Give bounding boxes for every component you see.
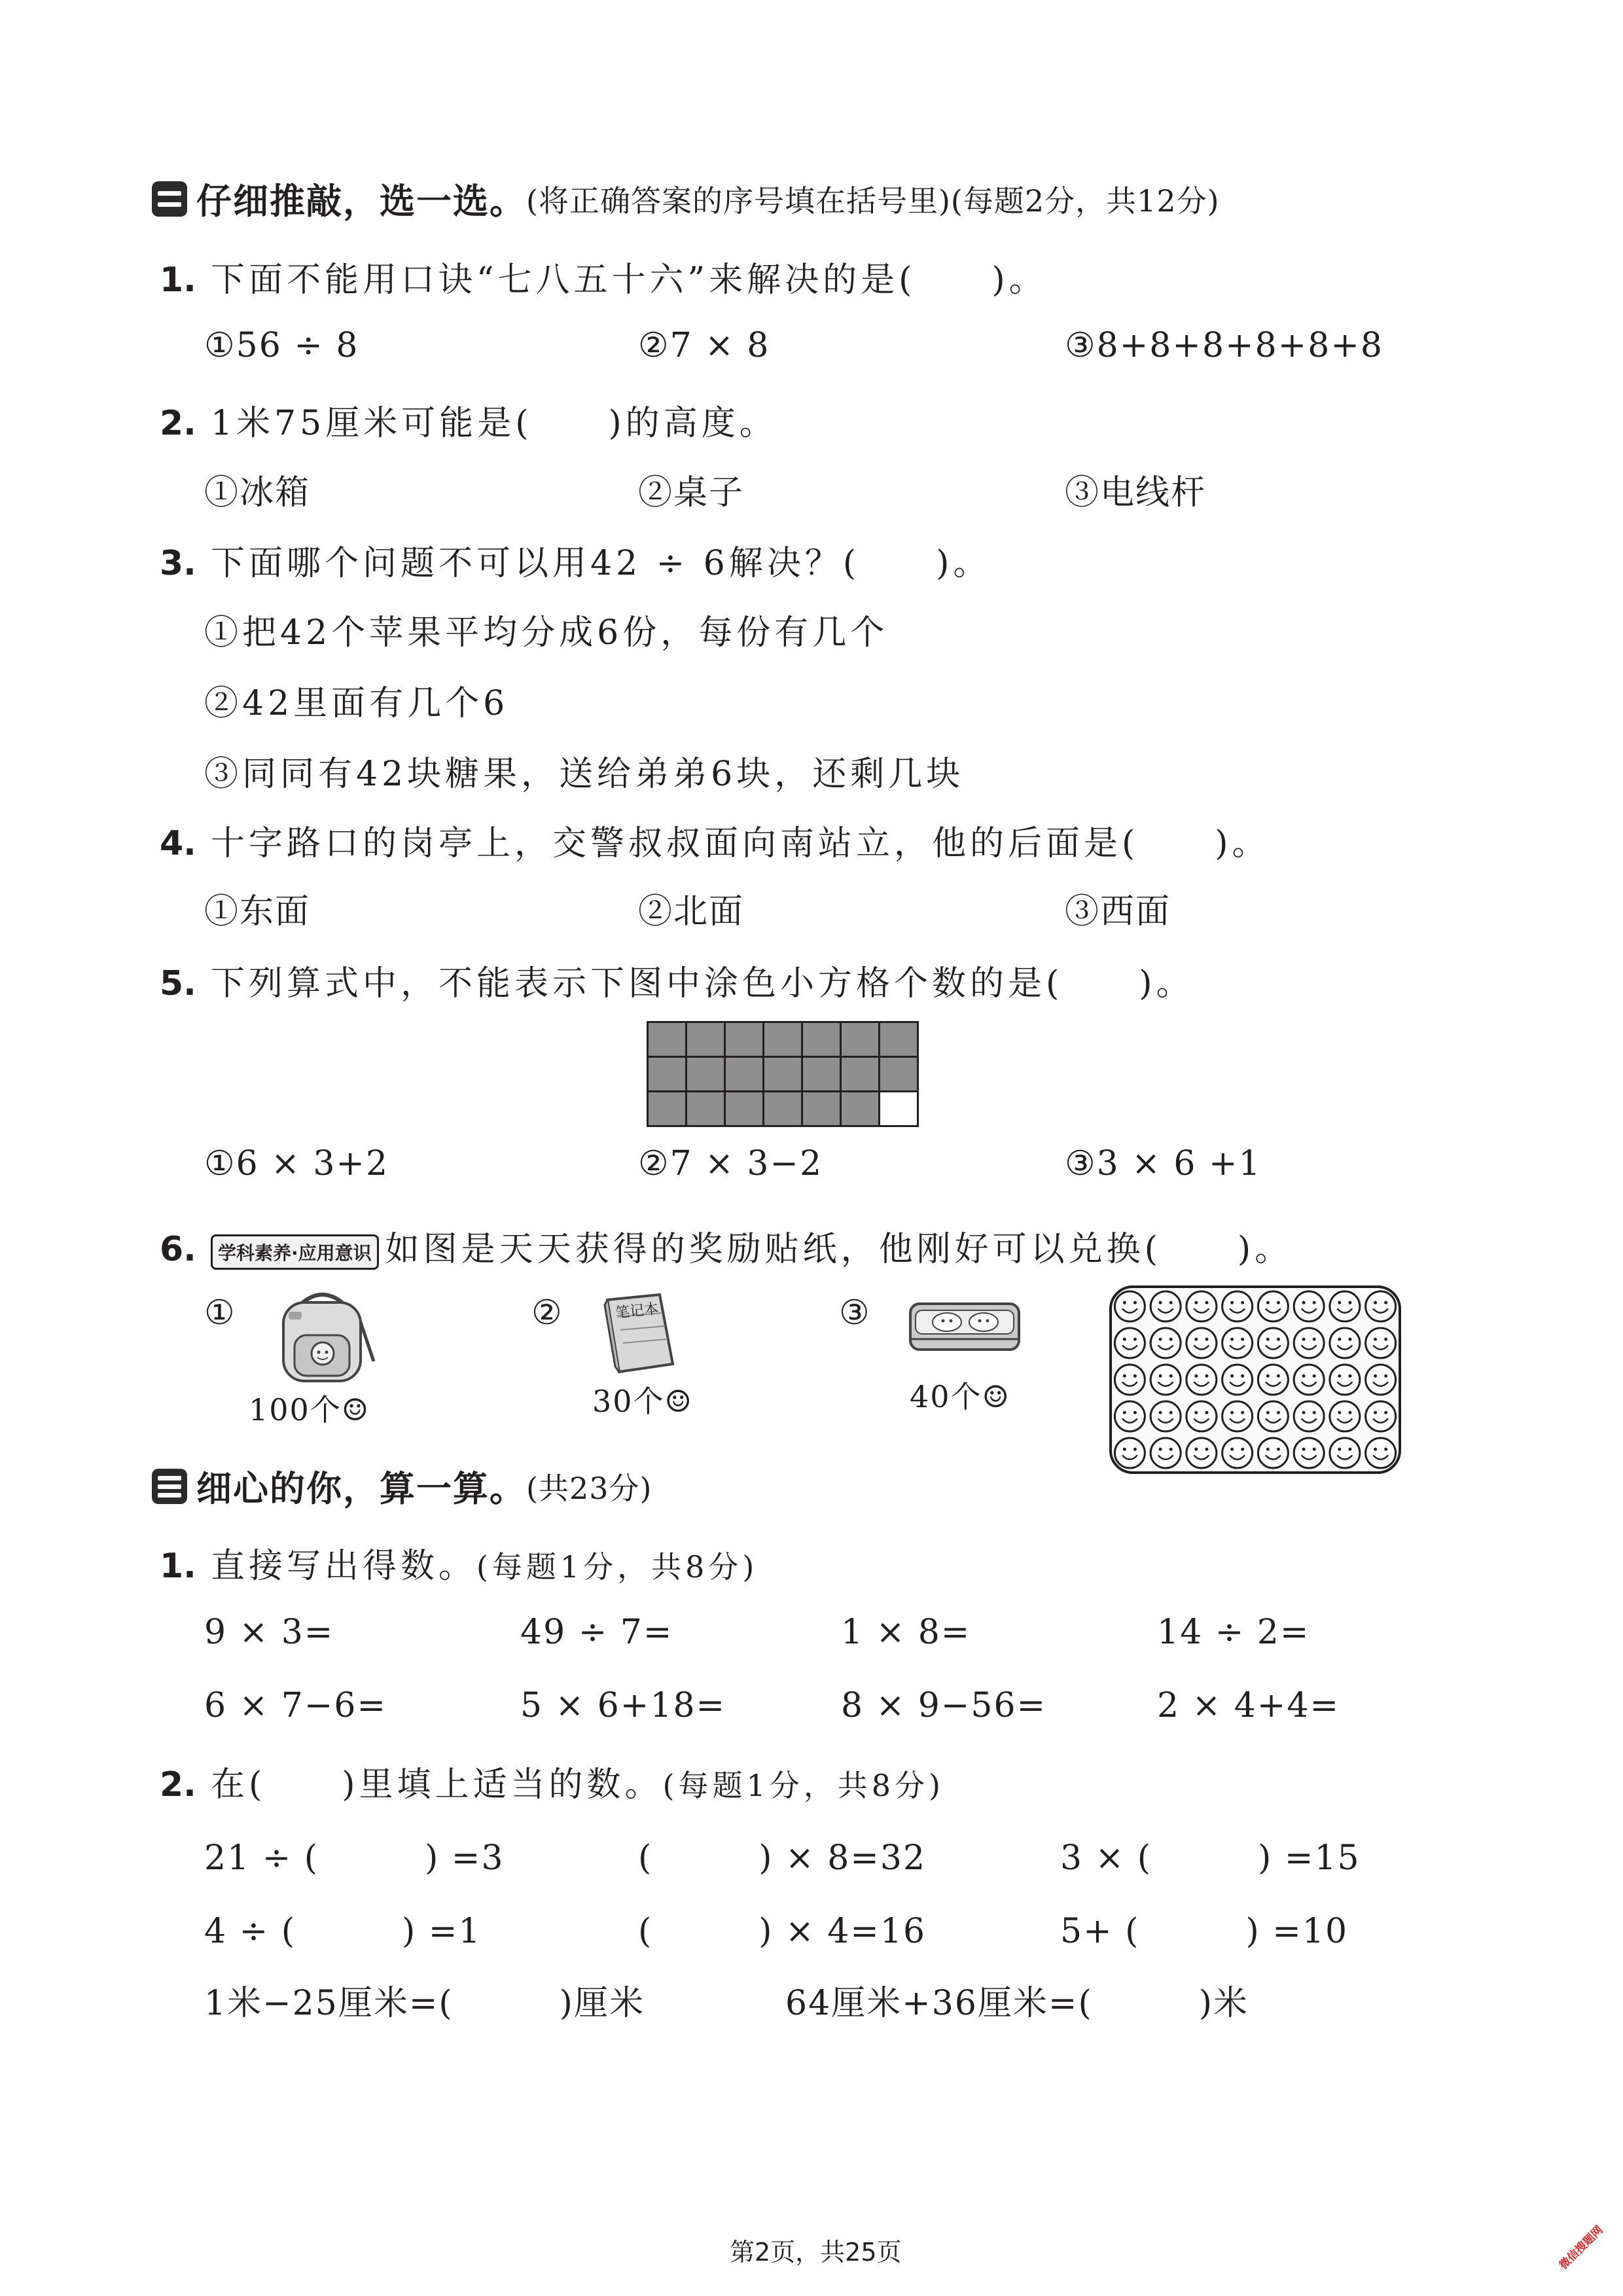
smiley-face-icon [1294,1401,1324,1431]
smiley-face-icon [1222,1365,1253,1395]
smiley-face-icon [1150,1365,1181,1395]
section-2-title: 仔细推敲，选一选。 [196,181,526,222]
smiley-face-icon [1222,1328,1253,1358]
calc-item: 14 ÷ 2= [1157,1613,1310,1652]
calc-item: 8 × 9−56= [841,1686,1047,1725]
smiley-face-icon [1258,1328,1288,1358]
question-text: 下面不能用口诀“七八五十六”来解决的是( )。 [210,260,1047,300]
fill-blank-item: 1米−25厘米=( )厘米 [204,1984,645,2023]
smiley-face-icon [1366,1401,1396,1431]
pencil-case-icon [906,1297,1024,1359]
smiley-face-icon [1150,1438,1181,1468]
watermark-stamp: 微信搜题网 [1557,2223,1606,2272]
literacy-tag: 学科素养·应用意识 [211,1234,379,1270]
question-number: 2. [160,1765,196,1804]
question-number: 6. [160,1230,196,1269]
q2-option-1: ①冰箱 [204,473,311,512]
smiley-face-icon [1150,1328,1181,1358]
grid-cell-shaded [764,1057,802,1092]
question-text: 十字路口的岗亭上，交警叔叔面向南站立，他的后面是( )。 [210,824,1270,863]
section-3-note: (共23分) [526,1470,652,1506]
grid-cell-shaded [725,1022,764,1057]
grid-cell-shaded [725,1057,764,1092]
question-4 [160,816,1270,865]
q5-option-1: ①6 × 3+2 [204,1144,389,1183]
question-text: 下列算式中，不能表示下图中涂色小方格个数的是( )。 [210,964,1194,1003]
q6-price-2: 30个☺ [592,1384,693,1419]
question-text: 下面哪个问题不可以用42 ÷ 6解决？( )。 [210,544,991,583]
smiley-face-icon [1150,1401,1181,1431]
fill-blank-item: 4 ÷ ( ) =1 [204,1912,482,1951]
question-1 [160,252,1047,301]
question-note: (每题1分，共8分) [662,1768,944,1803]
smiley-face-icon [1258,1401,1288,1431]
smiley-face-icon [1186,1365,1217,1395]
fill-blank-item: 64厘米+36厘米=( )米 [785,1984,1249,2023]
smiley-face-icon [1294,1438,1324,1468]
q1-option-2: ②7 × 8 [638,326,770,365]
grid-cell-shaded [764,1022,802,1057]
q2-option-3: ③电线杆 [1065,473,1207,512]
grid-cell-shaded [802,1092,841,1126]
calc-item: 9 × 3= [204,1613,334,1652]
question-number: 2. [160,404,196,443]
q6-price-3: 40个☺ [910,1379,1010,1414]
smiley-face-icon [1366,1328,1396,1358]
shaded-grid [647,1021,919,1127]
question-text: 直接写出得数。 [210,1547,476,1586]
smiley-face-icon [1150,1291,1181,1321]
smiley-face-icon [1330,1401,1360,1431]
smiley-face-icon [1330,1365,1360,1395]
grid-cell-shaded [725,1092,764,1126]
grid-cell-shaded [880,1057,918,1092]
notebook-label: 笔记本 [615,1300,660,1322]
smiley-face-icon [1294,1291,1324,1321]
smiley-face-icon [1222,1401,1253,1431]
smiley-face-icon [1258,1438,1288,1468]
fill-blank-item: 3 × ( ) =15 [1060,1839,1361,1878]
smiley-face-icon [1222,1291,1253,1321]
smiley-face-icon [1330,1291,1360,1321]
smiley-face-icon [1186,1328,1217,1358]
grid-cell-shaded [841,1057,880,1092]
smiley-face-icon [1258,1291,1288,1321]
q5-option-2: ②7 × 3−2 [638,1144,823,1183]
q1-option-1: ①56 ÷ 8 [204,326,359,365]
smiley-face-icon [1330,1438,1360,1468]
smiley-face-icon [1366,1365,1396,1395]
q2-option-2: ②桌子 [638,473,745,512]
smiley-face-icon [1115,1401,1145,1431]
q3-option-2: ②42里面有几个6 [204,684,509,723]
grid-cell-empty [880,1092,918,1126]
smiley-face-icon [1366,1438,1396,1468]
smiley-face-icon [1115,1291,1145,1321]
q6-price-1: 100个☺ [249,1392,370,1427]
grid-cell-shaded [802,1022,841,1057]
q4-option-3: ③西面 [1065,892,1171,931]
fill-blank-item: 21 ÷ ( ) =3 [204,1839,505,1878]
grid-cell-shaded [841,1022,880,1057]
calc-question-1 [160,1538,758,1587]
question-number: 3. [160,544,196,583]
calc-item: 1 × 8= [841,1613,971,1652]
fill-blank-item: 5+ ( ) =10 [1060,1912,1349,1951]
grid-cell-shaded [880,1022,918,1057]
page-number: 第2页，共25页 [730,2238,902,2267]
q6-option-3-mark: ③ [839,1293,871,1333]
grid-cell-shaded [648,1022,687,1057]
calc-item: 5 × 6+18= [520,1686,726,1725]
question-number: 1. [160,260,196,300]
fill-blank-item: ( ) × 8=32 [638,1839,927,1878]
question-text: 1米75厘米可能是( )的高度。 [210,404,777,443]
question-5 [160,956,1194,1005]
grid-cell-shaded [687,1092,725,1126]
section-2-header [152,173,1220,224]
question-text: 在( )里填上适当的数。 [210,1765,663,1804]
question-2 [160,395,777,444]
question-number: 5. [160,964,196,1003]
smiley-face-icon [1330,1328,1360,1358]
smiley-face-icon [1186,1438,1217,1468]
grid-cell-shaded [687,1057,725,1092]
question-text: 如图是天天获得的奖励贴纸，他刚好可以兑换( )。 [385,1230,1293,1269]
question-number: 4. [160,824,196,863]
q3-option-3: ③同同有42块糖果，送给弟弟6块，还剩几块 [204,755,965,794]
grid-cell-shaded [687,1022,725,1057]
q6-option-1-mark: ① [204,1293,236,1333]
smiley-sticker-board [1109,1285,1401,1474]
smiley-face-icon [1115,1365,1145,1395]
smiley-grid [1112,1288,1399,1471]
shaded-grid-figure [647,1021,919,1127]
q4-option-2: ②北面 [638,892,745,931]
grid-cell-shaded [764,1092,802,1126]
q1-option-3: ③8+8+8+8+8+8 [1065,326,1383,365]
q4-option-1: ①东面 [204,892,311,931]
smiley-face-icon [1115,1438,1145,1468]
calc-question-2 [160,1757,944,1806]
smiley-face-icon [1258,1365,1288,1395]
grid-cell-shaded [802,1057,841,1092]
calc-item: 6 × 7−6= [204,1686,387,1725]
smiley-face-icon [1186,1401,1217,1431]
smiley-face-icon [1186,1291,1217,1321]
section-2-note: (将正确答案的序号填在括号里)(每题2分，共12分) [526,183,1220,219]
fill-blank-item: ( ) × 4=16 [638,1912,927,1951]
q3-option-1: ①把42个苹果平均分成6份，每份有几个 [204,613,889,653]
section-2-number-icon [152,181,187,217]
q5-option-3: ③3 × 6 +1 [1065,1144,1262,1183]
backpack-icon [265,1289,380,1390]
question-3 [160,535,991,584]
question-number: 1. [160,1547,196,1586]
q6-option-2-mark: ② [531,1293,563,1333]
smiley-face-icon [1115,1328,1145,1358]
grid-cell-shaded [648,1057,687,1092]
smiley-face-icon [1294,1365,1324,1395]
smiley-face-icon [1366,1291,1396,1321]
question-6 [160,1221,1293,1270]
smiley-face-icon [1222,1438,1253,1468]
section-3-title: 细心的你，算一算。 [196,1468,526,1509]
smiley-face-icon [1294,1328,1324,1358]
calc-item: 49 ÷ 7= [520,1613,673,1652]
grid-cell-shaded [841,1092,880,1126]
section-3-number-icon [152,1469,187,1504]
grid-cell-shaded [648,1092,687,1126]
calc-item: 2 × 4+4= [1157,1686,1340,1725]
question-note: (每题1分，共8分) [476,1549,758,1585]
section-3-header [152,1461,652,1511]
